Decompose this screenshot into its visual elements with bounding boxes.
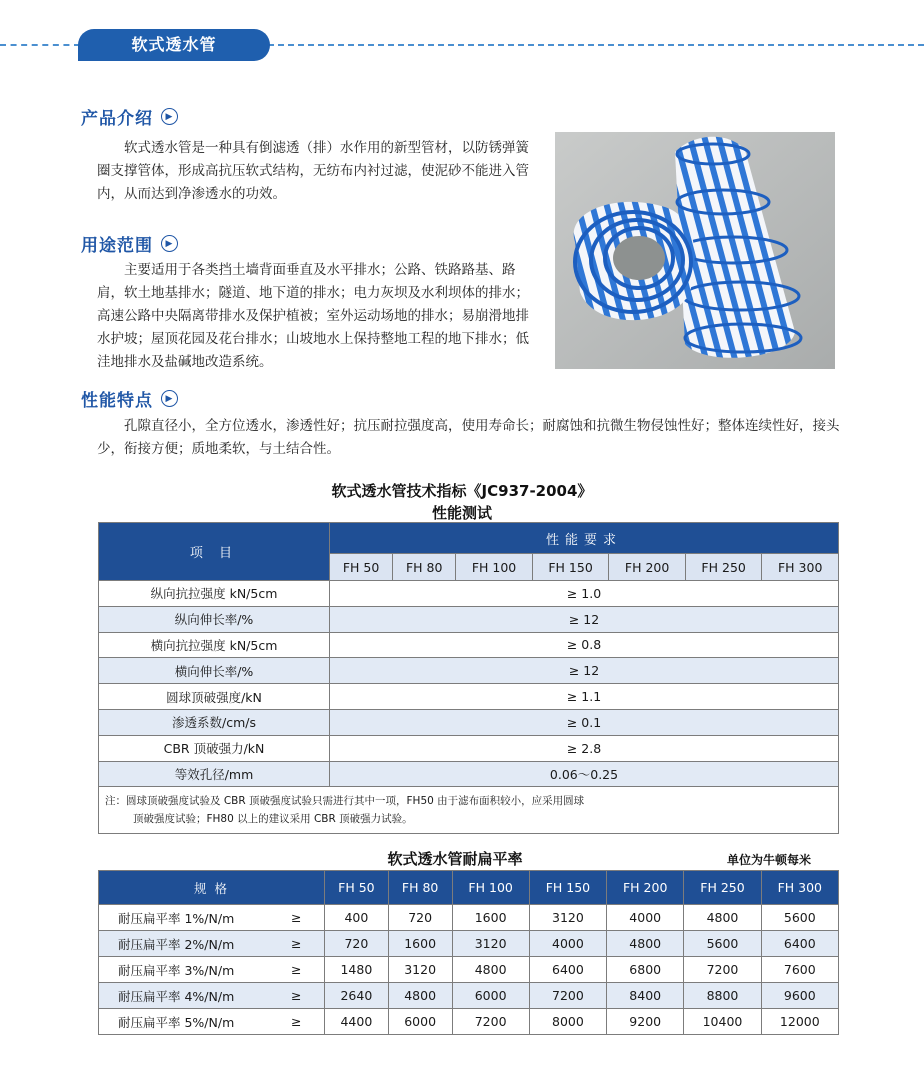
model-cell: FH 300: [761, 871, 838, 905]
table-row: [99, 632, 839, 658]
row-label: 渗透系数/cm/s: [99, 709, 330, 735]
note-line: 注：圆球顶破强度试验及 CBR 顶破强度试验只需进行其中一项，FH50 由于滤布面积较小，应采用圆球: [105, 795, 585, 808]
row-label: 横向伸长率/%: [99, 658, 330, 684]
row-label: 纵向抗拉强度 kN/5cm: [99, 581, 330, 607]
row-value: ≥ 12: [330, 658, 839, 684]
model-cell: FH 250: [685, 554, 762, 581]
row-value: 0.06～0.25: [330, 761, 839, 787]
row-value: ≥ 12: [330, 606, 839, 632]
model-cell: FH 50: [330, 554, 393, 581]
row-value: ≥ 1.1: [330, 684, 839, 710]
requirement-header: 性能要求: [330, 523, 839, 554]
intro-heading-text: 产品介绍: [81, 109, 153, 129]
header-divider-left: [0, 44, 80, 46]
row-label: 耐压扁平率 2%/N/m: [99, 931, 269, 957]
note-row: [99, 787, 839, 834]
cell: 8400: [607, 983, 684, 1009]
table-row: [99, 957, 839, 983]
intro-heading: [81, 104, 178, 129]
section-tab: 软式透水管: [78, 29, 270, 61]
model-cell: FH 150: [532, 554, 609, 581]
table-row: [99, 606, 839, 632]
model-cell: FH 100: [456, 554, 533, 581]
table-row: [99, 931, 839, 957]
cell: 1600: [388, 931, 452, 957]
cell: 8800: [684, 983, 761, 1009]
table-header-row: [99, 523, 839, 554]
row-operator: ≥: [269, 983, 325, 1009]
model-cell: FH 200: [607, 871, 684, 905]
row-label: 耐压扁平率 5%/N/m: [99, 1009, 269, 1035]
table-row: [99, 761, 839, 787]
row-value: ≥ 1.0: [330, 581, 839, 607]
cell: 10400: [684, 1009, 761, 1035]
usage-text: 主要适用于各类挡土墙背面垂直及水平排水；公路、铁路路基、路肩，软土地基排水；隧道、地下道的排水；电力灰坝及水利坝体的排水；高速公路中央隔离带排水及保护植被；室外运动场地的排水；易崩滑地排水护坡；屋顶花园及花台排水；山坡地水上保持整地工程的地下排水；低洼地排水及盐碱地改造系统。: [97, 262, 529, 370]
features-heading-text: 性能特点: [81, 391, 153, 411]
cell: 4400: [325, 1009, 389, 1035]
table-header-row: [99, 871, 839, 905]
cell: 7200: [529, 983, 606, 1009]
intro-text: 软式透水管是一种具有倒滤透（排）水作用的新型管材，以防锈弹簧圈支撑管体，形成高抗压软式结构，无纺布内衬过滤，使泥砂不能进入管内，从而达到净渗透水的功效。: [97, 140, 529, 202]
cell: 6400: [529, 957, 606, 983]
cell: 4800: [607, 931, 684, 957]
model-cell: FH 50: [325, 871, 389, 905]
row-value: ≥ 2.8: [330, 735, 839, 761]
spec-table: [98, 522, 839, 834]
model-cell: FH 150: [529, 871, 606, 905]
unit-label: 单位为牛顿每米: [727, 853, 812, 867]
cell: 6400: [761, 931, 838, 957]
table-note: [99, 787, 839, 834]
model-cell: FH 80: [393, 554, 456, 581]
cell: 3120: [452, 931, 529, 957]
row-label: 等效孔径/mm: [99, 761, 330, 787]
cell: 720: [388, 905, 452, 931]
model-cell: FH 200: [609, 554, 686, 581]
cell: 3120: [388, 957, 452, 983]
table-row: [99, 581, 839, 607]
cell: 1480: [325, 957, 389, 983]
note-line: 顶破强度试验；FH80 以上的建议采用 CBR 顶破强力试验。: [133, 813, 413, 826]
spec-header: 规 格: [99, 871, 325, 905]
row-value: ≥ 0.8: [330, 632, 839, 658]
table2-title: 软式透水管耐扁平率: [387, 850, 523, 868]
table-row: [99, 1009, 839, 1035]
table-row: [99, 735, 839, 761]
row-label: 纵向伸长率/%: [99, 606, 330, 632]
row-operator: ≥: [269, 905, 325, 931]
row-label: 耐压扁平率 1%/N/m: [99, 905, 269, 931]
item-header: 项 目: [99, 523, 330, 581]
model-cell: FH 100: [452, 871, 529, 905]
usage-heading: [81, 231, 178, 256]
cell: 9600: [761, 983, 838, 1009]
model-cell: FH 80: [388, 871, 452, 905]
cell: 4000: [607, 905, 684, 931]
row-label: 圆球顶破强度/kN: [99, 684, 330, 710]
table-row: [99, 905, 839, 931]
cell: 4800: [452, 957, 529, 983]
cell: 7200: [452, 1009, 529, 1035]
row-label: 耐压扁平率 3%/N/m: [99, 957, 269, 983]
usage-heading-text: 用途范围: [81, 236, 153, 256]
row-label: 耐压扁平率 4%/N/m: [99, 983, 269, 1009]
table-row: [99, 658, 839, 684]
header-divider-right: [268, 44, 924, 46]
row-operator: ≥: [269, 957, 325, 983]
row-value: ≥ 0.1: [330, 709, 839, 735]
cell: 8000: [529, 1009, 606, 1035]
table1-subtitle: 性能测试: [431, 504, 492, 522]
cell: 5600: [684, 931, 761, 957]
chevron-right-icon: ▶: [161, 390, 178, 407]
cell: 5600: [761, 905, 838, 931]
cell: 1600: [452, 905, 529, 931]
table-row: [99, 684, 839, 710]
row-label: 横向抗拉强度 kN/5cm: [99, 632, 330, 658]
cell: 720: [325, 931, 389, 957]
chevron-right-icon: ▶: [161, 108, 178, 125]
row-label: CBR 顶破强力/kN: [99, 735, 330, 761]
cell: 7600: [761, 957, 838, 983]
cell: 4000: [529, 931, 606, 957]
features-text: 孔隙直径小，全方位透水，渗透性好；抗压耐拉强度高，使用寿命长；耐腐蚀和抗微生物侵蚀性好；整体连续性好，接头少，衔接方便；质地柔软，与土结合性。: [97, 418, 840, 457]
cell: 6000: [388, 1009, 452, 1035]
cell: 12000: [761, 1009, 838, 1035]
features-heading: [81, 386, 178, 411]
row-operator: ≥: [269, 1009, 325, 1035]
chevron-right-icon: ▶: [161, 235, 178, 252]
flatness-table: [98, 870, 839, 1035]
cell: 400: [325, 905, 389, 931]
row-operator: ≥: [269, 931, 325, 957]
table-row: [99, 709, 839, 735]
cell: 3120: [529, 905, 606, 931]
table1-title: 软式透水管技术指标《JC937-2004》: [331, 482, 593, 500]
model-cell: FH 250: [684, 871, 761, 905]
cell: 2640: [325, 983, 389, 1009]
cell: 4800: [684, 905, 761, 931]
cell: 4800: [388, 983, 452, 1009]
cell: 6800: [607, 957, 684, 983]
cell: 7200: [684, 957, 761, 983]
cell: 6000: [452, 983, 529, 1009]
table-row: [99, 983, 839, 1009]
model-cell: FH 300: [762, 554, 839, 581]
cell: 9200: [607, 1009, 684, 1035]
product-photo: [555, 132, 835, 369]
